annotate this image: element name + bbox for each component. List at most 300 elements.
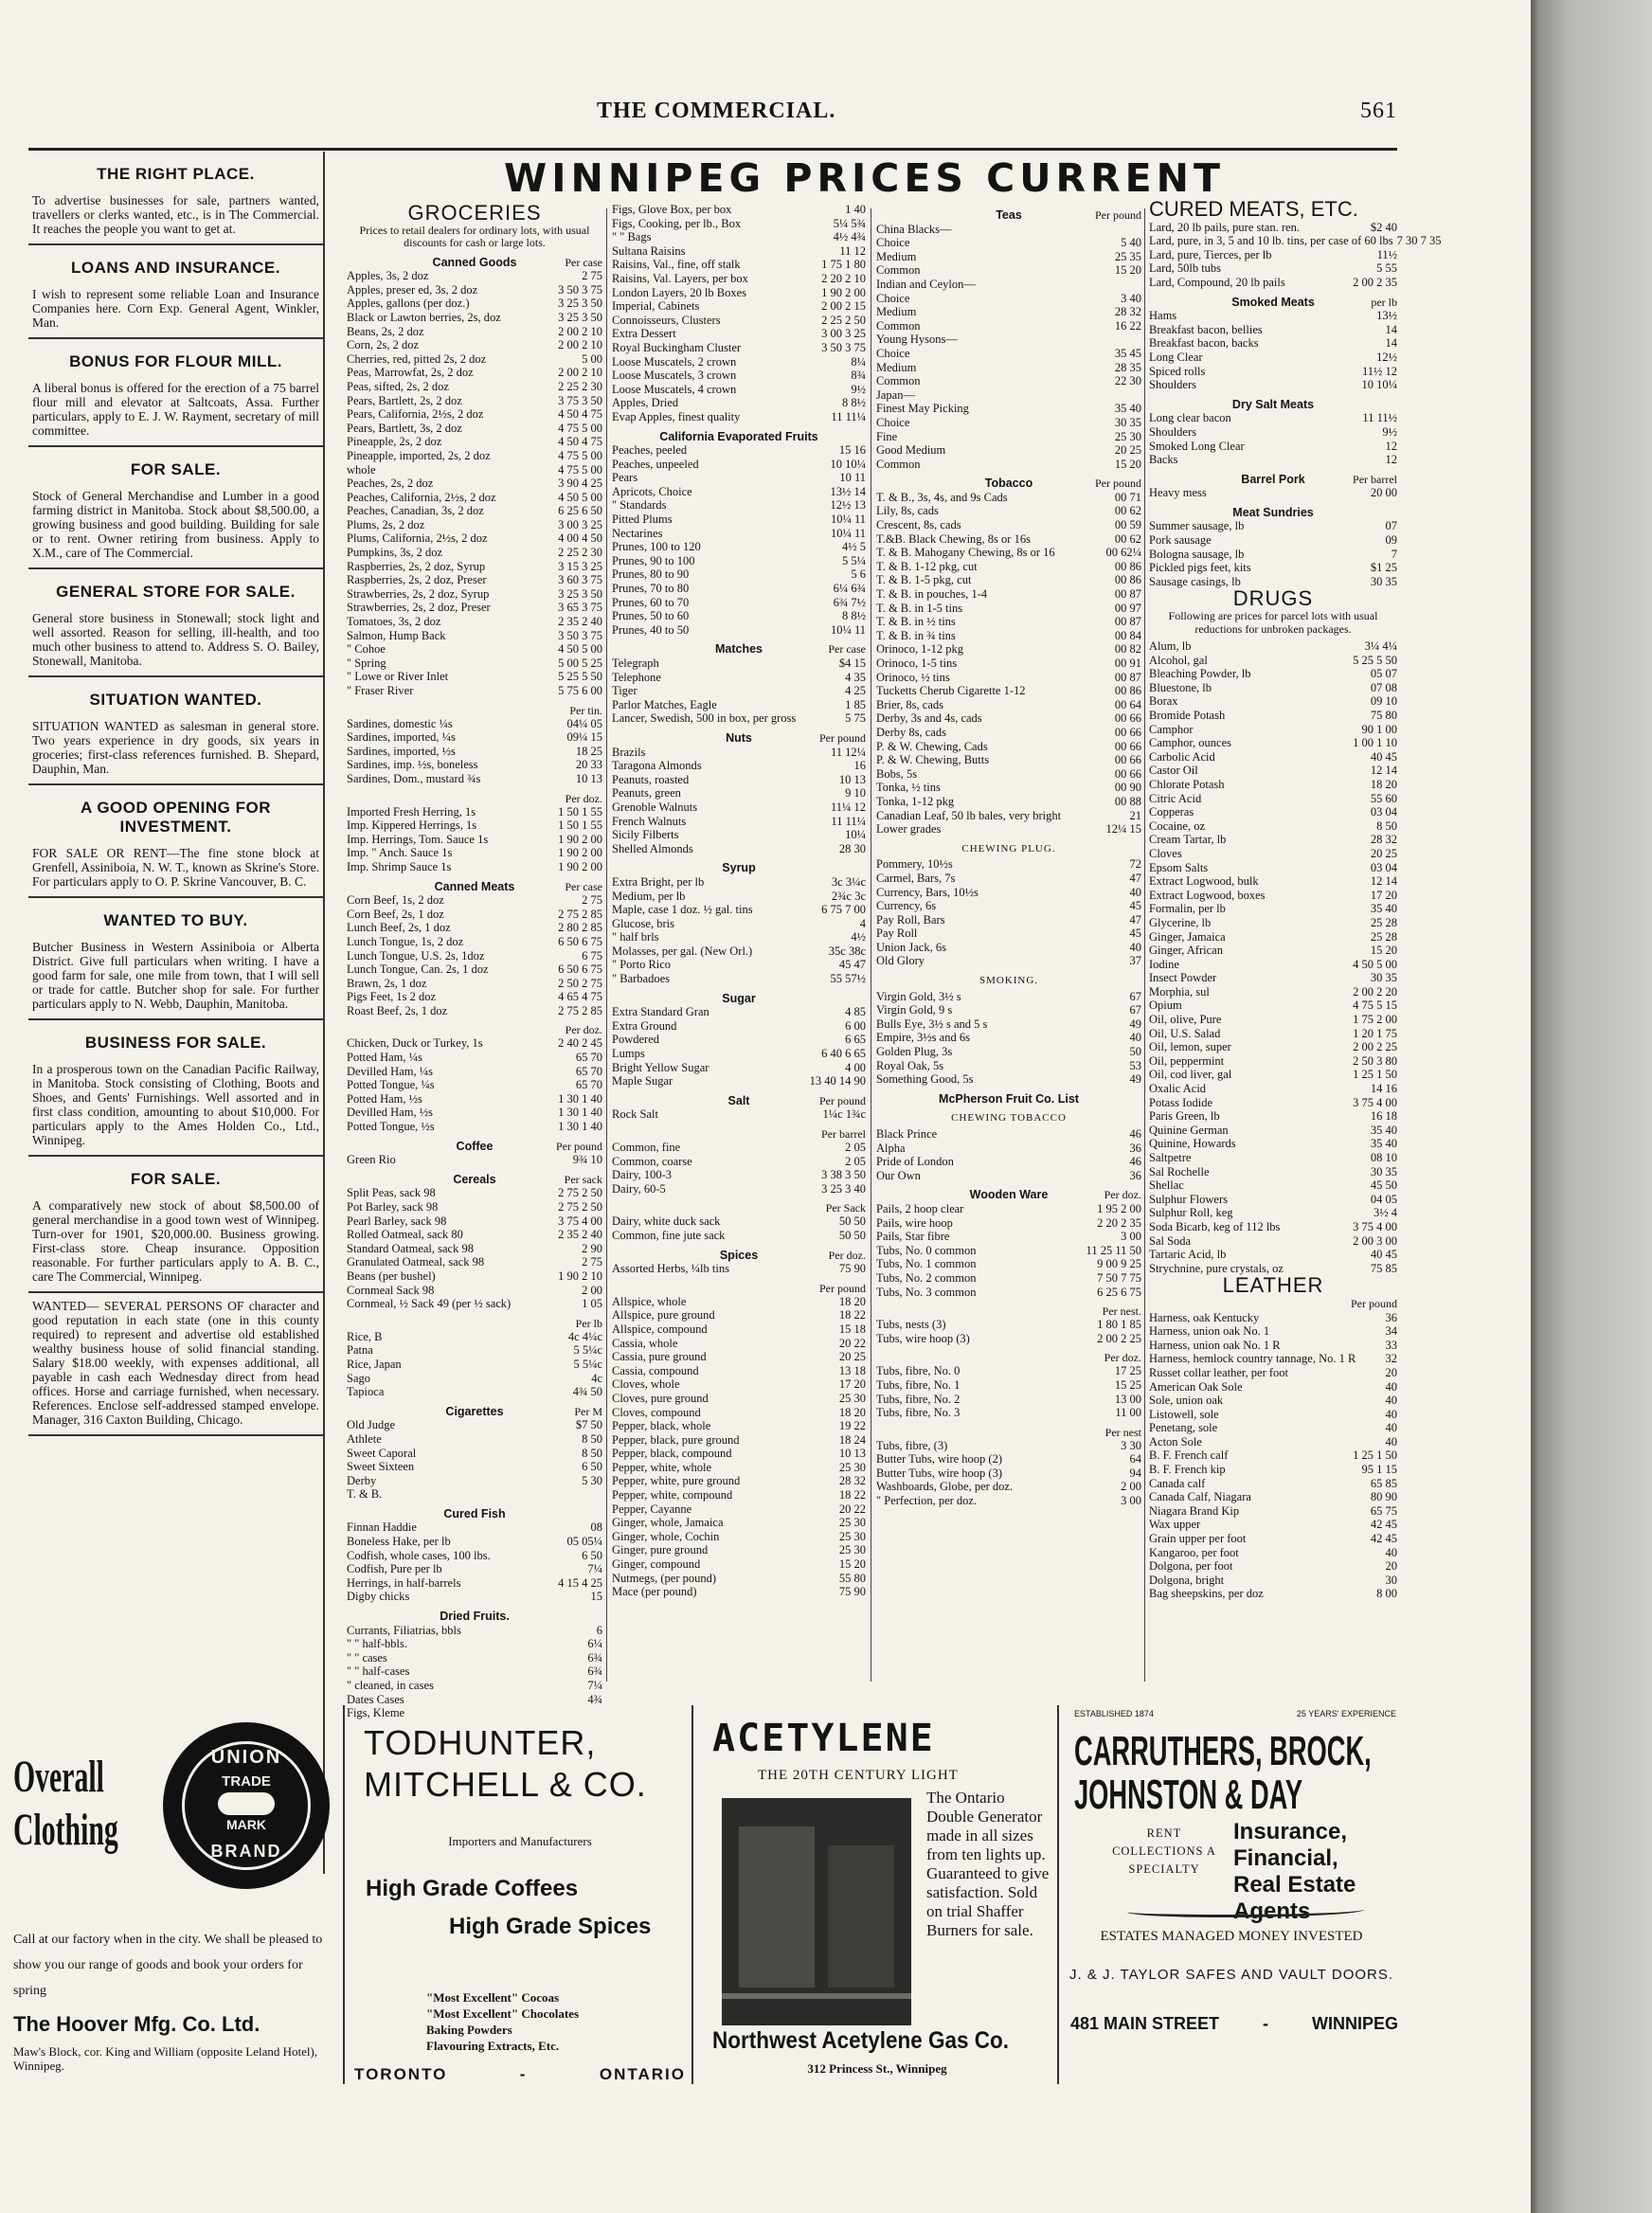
section-heading [876,1426,1141,1439]
item-name: Harness, oak Kentucky [1149,1310,1260,1324]
price-row [876,927,1141,941]
item-price: $7 50 [575,1418,602,1432]
item-price: 90 1 00 [1361,722,1397,736]
item-name: Currency, 6s [876,899,937,913]
item-name: " Standards [612,498,667,513]
item-name: Harness, union oak No. 1 [1149,1324,1270,1339]
price-row [347,269,602,283]
item-price: 1 30 1 40 [558,1106,602,1120]
item-price: 00 86 [1114,573,1141,587]
price-row [1149,1234,1397,1249]
item-price: 40 45 [1370,749,1397,764]
classified-ad [28,1020,323,1157]
classified-ad-title: FOR SALE. [130,460,222,478]
item-price: 3 25 3 50 [558,297,602,311]
item-name: Tubs, No. 0 common [876,1243,977,1257]
price-row [347,1297,602,1311]
item-price: 6¼ [587,1637,602,1651]
price-row [876,1127,1141,1142]
section-unit: per lb [1371,295,1397,309]
item-name: Pepper, black, whole [612,1419,711,1433]
item-name: Royal Buckingham Cluster [612,340,742,354]
price-row [347,1106,602,1120]
item-price: 10¼ 11 [830,513,866,527]
item-price: 9¾ 10 [572,1153,602,1167]
section-unit: Per doz. [1104,1351,1141,1365]
price-row [1149,1352,1397,1366]
price-row [1149,944,1397,958]
section-heading [347,704,602,717]
price-row [1149,1574,1397,1588]
item-name: Saltpetre [1149,1151,1192,1164]
item-name: Oil, peppermint [1149,1053,1225,1068]
price-row [876,1257,1141,1271]
item-name: Tubs, fibre, No. 3 [876,1406,961,1420]
item-price: 8 50 [582,1446,602,1460]
price-row [876,913,1141,927]
item-price: 20 25 [1370,846,1397,860]
item-name: Lily, 8s, cads [876,504,939,518]
item-price: 4 65 4 75 [558,990,602,1004]
item-price: 00 84 [1114,628,1141,642]
section-heading [347,1023,602,1036]
price-row [1149,681,1397,695]
item-price: 50 50 [838,1214,866,1229]
item-name: Common [876,457,921,471]
item-price: 4 50 5 00 [558,490,602,504]
item-name: Washboards, Globe, per doz. [876,1480,1014,1494]
item-name: Bulls Eye, 3½ s and 5 s [876,1017,988,1031]
item-price: 2 00 [582,1283,602,1297]
item-name: Medium, per lb [612,889,686,903]
price-row [1149,654,1397,668]
price-row [1149,1124,1397,1138]
classified-ad-text: SITUATION WANTED as salesman in general store. Two years experience in dry goods, six years in groceries; first-class references furnished. B. Shepard, Dauphin, Man. [32,719,319,776]
section-unit: Per sack [564,1172,602,1186]
price-row [347,560,602,574]
item-name: Beans (per bushel) [347,1268,436,1283]
item-price: 36 [1129,1168,1141,1182]
item-price: 18 24 [838,1432,866,1447]
item-price [1138,388,1141,403]
drugs-note: Following are prices for parcel lots with usual reductions for unbroken packages. [1168,609,1378,636]
item-name: Peas, Marrowfat, 2s, 2 doz [347,366,474,380]
item-price: 1 50 1 55 [558,819,602,833]
item-price: 80 90 [1370,1490,1397,1504]
item-price: 5 00 5 25 [558,656,602,670]
price-row [347,949,602,963]
item-name: Butter Tubs, wire hoop (3) [876,1466,1002,1480]
item-name: Royal Oak, 5s [876,1058,944,1072]
section-title: Canned Meats [434,879,515,893]
item-price: 11 12¼ [830,745,866,759]
item-name: Canada calf [1149,1476,1206,1490]
classified-ad-title: SITUATION WANTED. [89,691,262,709]
price-row [1149,750,1397,765]
item-name: " half brls [612,930,659,945]
item-name: P. & W. Chewing, Butts [876,753,990,767]
classified-ad [28,1293,323,1436]
item-name: Dairy, 60-5 [612,1181,666,1196]
ins-line: Real Estate [1233,1872,1356,1898]
item-price: 2 00 [1121,1480,1141,1494]
item-price: 3 75 3 50 [558,393,602,407]
item-price: 30 35 [1370,971,1397,985]
item-price: 2 75 2 50 [558,1186,602,1200]
item-price: 8 8½ [842,609,866,623]
price-row [347,1372,602,1386]
price-row [1149,1490,1397,1504]
section-unit: Per Sack [825,1201,866,1215]
price-row [612,383,866,397]
company-address: Maw's Block, cor. King and William (opposite Leland Hotel), Winnipeg. [13,2044,318,2073]
price-row [612,1350,866,1364]
item-name: Loose Muscatels, 3 crown [612,369,737,383]
price-row [612,1033,866,1047]
item-price [599,1487,602,1502]
item-price: 00 62¼ [1105,546,1141,560]
item-name: T. & B. 1-5 pkg, cut [876,573,972,587]
item-name: Finnan Haddie [347,1520,417,1535]
item-price: 18 22 [838,1488,866,1502]
price-row [347,670,602,684]
price-row [876,899,1141,913]
price-row [876,518,1141,532]
product-item: "Most Excellent" Chocolates [426,2006,580,2021]
price-row [612,355,866,369]
item-price: 30 [1385,1573,1397,1587]
item-name: Sole, union oak [1149,1394,1224,1408]
item-price: 5 6 [851,567,866,582]
price-row [347,1078,602,1092]
price-row [612,903,866,917]
item-price: 3 50 3 75 [558,282,602,297]
item-name: Sulphur Flowers [1149,1192,1228,1206]
price-row [876,1244,1141,1258]
price-row [1149,440,1397,454]
item-name: Loose Muscatels, 2 crown [612,354,737,369]
price-row [347,758,602,772]
price-row [612,471,866,485]
item-name: Camphor [1149,722,1194,736]
item-price: 49 [1129,1072,1141,1087]
item-name: Borax [1149,694,1178,709]
item-price: 25 35 [1114,249,1141,263]
price-row [347,601,602,615]
price-row [876,319,1141,333]
item-price [1138,223,1141,237]
item-name: Paris Green, lb [1149,1109,1220,1124]
item-price: 09¼ 15 [566,730,602,745]
item-price: 20 25 [838,1350,866,1364]
item-price: 10 10¼ [1361,378,1397,392]
item-name: Good Medium [876,443,946,458]
item-name: Nutmegs, (per pound) [612,1571,717,1585]
price-row [1149,861,1397,875]
price-row [347,394,602,408]
item-name: Alcohol, gal [1149,653,1208,667]
item-name: T. & B. in ¾ tins [876,628,956,642]
item-price: 20 22 [838,1336,866,1350]
drugs-heading: DRUGS [1232,586,1314,611]
price-row [612,1364,866,1378]
price-row [612,958,866,972]
price-row [876,1494,1141,1508]
section-heading [612,992,866,1006]
price-row [612,801,866,815]
acetylene-subtitle: THE 20TH CENTURY LIGHT [758,1768,959,1783]
item-name: T.&B. Black Chewing, 8s or 16s [876,531,1031,546]
price-row [347,587,602,602]
item-name: Ginger, African [1149,944,1223,958]
item-price: 1 25 1 50 [1353,1448,1397,1463]
price-row [347,449,602,463]
price-row [1149,1477,1397,1491]
product-line: High Grade Spices [449,1914,652,1939]
item-name: Sweet Sixteen [347,1460,415,1474]
item-price: 2 05 [845,1154,866,1168]
price-row [347,1186,602,1200]
item-name: Crescent, 8s, cads [876,518,961,532]
company-name: The Hoover Mfg. Co. Ltd. [13,2012,260,2036]
price-row [612,244,866,259]
price-row [1149,930,1397,945]
item-price: 5 75 [845,711,866,726]
price-row [612,1061,866,1075]
groceries-heading: GROCERIES [407,201,542,225]
item-price: 6¾ 7½ [833,595,866,609]
item-price: 4 85 [845,1005,866,1019]
item-price: 9 10 [845,786,866,801]
item-price: 10¼ 11 [830,526,866,540]
item-price: 37 [1129,954,1141,968]
item-name: Extract Logwood, bulk [1149,874,1259,889]
item-name: Russet collar leather, per foot [1149,1365,1289,1379]
item-price: 00 66 [1114,711,1141,726]
price-row [1149,1220,1397,1234]
price-row [612,341,866,355]
section-unit: Per barrel [1353,472,1397,486]
price-row [1149,1054,1397,1069]
section-heading [347,1507,602,1521]
item-name: Split Peas, sack 98 [347,1186,436,1200]
price-row [347,990,602,1004]
item-name: Pay Roll, Bars [876,912,945,927]
item-name: Currency, Bars, 10½s [876,885,979,899]
item-name: Peaches, California, 2½s, 2 doz [347,490,496,504]
item-price: 49 [1129,1017,1141,1031]
item-price: 6¾ [587,1650,602,1664]
leather-heading: LEATHER [1222,1273,1324,1298]
item-name: Choice [876,346,910,360]
item-price: 65 70 [575,1078,602,1092]
price-row [876,278,1141,292]
price-row [1149,1137,1397,1151]
price-row [347,1120,602,1134]
item-price: 4 50 5 00 [558,642,602,657]
item-name: Roast Beef, 2s, 1 doz [347,1003,448,1017]
item-price: 3 60 3 75 [558,573,602,587]
price-row [612,1047,866,1061]
price-row [876,602,1141,616]
price-row [347,963,602,977]
item-price: 2 25 2 30 [558,546,602,560]
prices-current-title: WINNIPEG PRICES CURRENT [504,155,1225,201]
item-price: 3 25 3 50 [558,586,602,601]
item-price: 25 30 [838,1391,866,1405]
price-row [347,1343,602,1358]
item-name: Lunch Tongue, Can. 2s, 1 doz [347,963,489,977]
item-price: 00 87 [1114,670,1141,684]
item-price: 9½ [1382,424,1397,439]
item-price: 1¼c 1¾c [822,1107,866,1122]
price-row [1149,276,1397,290]
item-name: Pails, wire hoop [876,1215,953,1230]
price-row [347,311,602,325]
address-line [1070,2014,1398,2034]
item-price: 2 25 2 30 [558,379,602,393]
price-row [612,1447,866,1461]
item-price: 64 [1129,1452,1141,1466]
item-name: Loose Muscatels, 4 crown [612,382,737,396]
item-name: " " Bags [612,230,652,244]
item-price: 11 11¼ [831,814,866,828]
section-unit: Per nest. [1102,1304,1141,1319]
item-price: 25 28 [1370,915,1397,929]
item-price: 1 20 1 75 [1353,1026,1397,1040]
price-row [612,485,866,499]
item-name: Carbolic Acid [1149,749,1215,764]
section-heading [347,792,602,805]
price-row [347,504,602,518]
item-price: 40 45 [1370,1248,1397,1262]
item-name: Harness, union oak No. 1 R [1149,1338,1281,1352]
item-price: 4 75 5 00 [558,421,602,435]
item-price: 3 25 3 40 [821,1181,866,1196]
item-price: 10 10¼ [830,457,866,471]
item-name: Pride of London [876,1155,954,1169]
item-price: 3 00 [1121,1494,1141,1508]
item-price: 3 75 4 00 [1353,1219,1397,1233]
item-name: Pails, 2 hoop clear [876,1201,964,1215]
section-title: Wooden Ware [969,1188,1049,1202]
item-price: 40 [1385,1394,1397,1408]
item-price: 6 50 [582,1548,602,1562]
item-name: Heavy mess [1149,486,1207,500]
leather-unit: Per pound [1351,1296,1397,1310]
item-name: Assorted Herbs, ¼lb tins [612,1262,729,1276]
item-price: 35 40 [1370,902,1397,916]
item-name: Tapioca [347,1385,385,1399]
item-name: Dolgona, bright [1149,1573,1225,1587]
item-name: Peaches, unpeeled [612,457,699,471]
price-row [1149,1408,1397,1422]
item-price: 7 [1391,547,1397,561]
section-title: Matches [714,642,763,657]
price-row [347,1092,602,1106]
item-name: Lancer, Swedish, 500 in box, per gross [612,711,797,726]
price-row [876,1045,1141,1059]
item-price: 22 30 [1114,374,1141,388]
item-name: Mace (per pound) [612,1585,697,1599]
price-row [347,1590,602,1604]
price-row [347,1065,602,1079]
classified-ad-title: BONUS FOR FLOUR MILL. [69,352,282,370]
item-name: Shelled Almonds [612,841,693,855]
item-price: 6 25 6 75 [1097,1285,1141,1299]
item-price: 00 97 [1114,601,1141,615]
item-name: Potass Iodide [1149,1095,1213,1109]
item-price: 4 50 5 00 [1353,957,1397,971]
ad-text: Call at our factory when in the city. We shall be pleased to show you our range of goods and book your orders for spring [13,1933,323,1998]
price-row [347,546,602,560]
item-name: Cloves, pure ground [612,1391,709,1405]
section-unit: Per pound [819,730,866,745]
price-row [1149,889,1397,903]
item-name: T. & B., 3s, 4s, and 9s Cads [876,490,1008,504]
item-price: 13 40 14 90 [809,1074,866,1089]
item-price: 94 [1129,1466,1141,1480]
price-row [347,1474,602,1488]
item-name: Raisins, Val., fine, off stalk [612,258,741,272]
item-name: Rice, B [347,1329,383,1343]
item-price: 16 18 [1370,1109,1397,1124]
price-row [1149,1027,1397,1041]
todhunter-mitchell-ad [343,1705,693,2084]
item-name: Old Judge [347,1418,396,1432]
cured-meats-heading: CURED MEATS, ETC. [1149,197,1358,221]
price-row [1149,1193,1397,1207]
item-name: Grenoble Walnuts [612,800,698,814]
item-price: 15 18 [838,1322,866,1336]
price-row [347,1284,602,1298]
union-brand-emblem-icon [163,1722,330,1889]
price-row [876,698,1141,712]
heading-line: Clothing [13,1805,118,1855]
item-name: Chicken, Duck or Turkey, 1s [347,1036,483,1051]
item-price: 3 00 3 25 [558,517,602,531]
price-row [347,730,602,745]
item-price: 4½ [851,930,866,945]
price-row [876,954,1141,968]
item-price: 28 32 [838,1474,866,1488]
section-subheading: CHEWING TOBACCO [951,1112,1067,1124]
item-price: 14 16 [1370,1082,1397,1096]
item-price: 16 22 [1114,318,1141,333]
price-row [876,532,1141,547]
price-row [347,1693,602,1707]
item-name: Green Rio [347,1153,396,1167]
price-row [612,1377,866,1392]
item-price: 28 35 [1114,360,1141,374]
price-row [347,297,602,311]
price-row [612,1337,866,1351]
acetylene-title: ACETYLENE [712,1717,935,1760]
item-name: Canadian Leaf, 50 lb bales, very bright [876,808,1062,822]
price-row [876,629,1141,643]
price-row [347,1562,602,1576]
item-price: 2 00 3 00 [1353,1233,1397,1248]
classified-ad [28,785,323,898]
section-unit: Per doz. [565,1023,602,1037]
item-price: 4¾ [587,1692,602,1706]
price-row [876,1480,1141,1494]
ad-subtitle: Importers and Manufacturers [448,1834,592,1848]
item-price: 35 40 [1370,1137,1397,1151]
item-name: Tubs, No. 2 common [876,1270,977,1285]
item-price: 00 64 [1114,697,1141,711]
classified-ads-column [28,152,325,1874]
